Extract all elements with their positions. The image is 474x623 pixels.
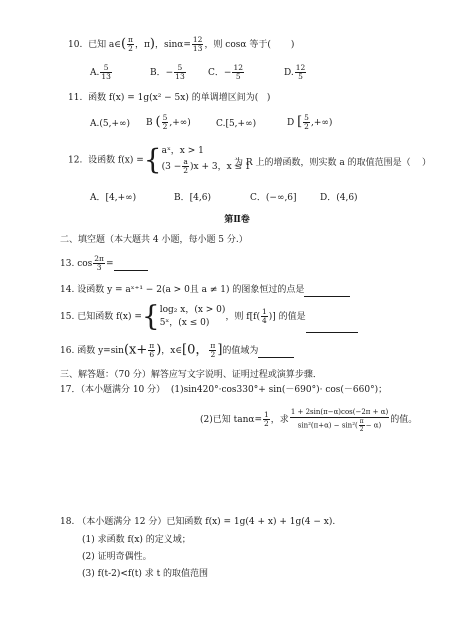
q10-option-d: D. $\frac{12}{5}$ — [284, 63, 306, 81]
q10-pi-half: $\frac{\pi}{2}$ — [128, 35, 133, 53]
section-2-heading: 二、填空题（本大题共 4 小题，每小题 5 分.） — [60, 235, 248, 245]
q12-option-c: C．(−∞,6] — [250, 193, 297, 203]
q10-bracket-open: ( — [120, 36, 127, 52]
q10-option-a: A. $\frac{5}{13}$ — [90, 63, 111, 81]
q11-paren-close: ) — [266, 93, 271, 103]
q10-stem-b: ，sinα= — [154, 40, 191, 50]
q16-answer-blank[interactable] — [258, 345, 294, 358]
question-16: 16. 函数 y=sin(x+ $\frac{\pi}{6}$ )，x∈[0， $\frac{\pi}{2}$ ]的值域为 — [60, 342, 294, 359]
q10-option-c: C．− $\frac{12}{5}$ — [208, 63, 243, 81]
q11-option-b: B ( $\frac{5}{2}$ ,+∞) — [146, 113, 191, 131]
q11-option-d: D [ $\frac{5}{2}$ ,+∞) — [287, 113, 333, 131]
section-3-heading: 三、解答题：（70 分）解答应写文字说明、证明过程或演算步骤． — [60, 370, 322, 380]
q18-item-1: (1) 求函数 f(x) 的定义域； — [82, 535, 191, 545]
q12-number: 12. — [68, 155, 83, 166]
q12-stem-a: 设函数 f(x) = — [88, 155, 144, 166]
q11-option-a: A.(5,+∞) — [90, 119, 131, 129]
question-13: 13. cos $\frac{2\pi}{3}$ = — [60, 255, 148, 272]
question-12 — [68, 145, 251, 176]
q18-item-2: (2) 证明奇偶性。 — [82, 552, 152, 562]
q11-number: 11. — [68, 93, 83, 103]
question-17-part-2: (2)已知 tanα= $\frac{1}{2}$ ，求 1 + 2sin(π−α)cos(−2π + α) sin²(π+α) − sin²( $\frac{\pi}{2}$ − α) 的值。 — [200, 407, 418, 433]
q10-paren-close: ) — [290, 40, 295, 50]
q12-stem-b: 为 R 上的增函数，则实数 a 的取值范围是（ ） — [234, 158, 432, 168]
q12-option-d: D．(4,6) — [320, 193, 358, 203]
q10-stem-a: 已知 a∈ — [88, 40, 121, 50]
question-10 — [68, 36, 294, 53]
question-18: 18. （本小题满分 12 分）已知函数 f(x) = 1g(4 + x) + 1g(4 − x). — [60, 517, 336, 527]
q12-option-b: B．[4,6) — [174, 193, 211, 203]
q12-brace: { — [143, 143, 162, 176]
q13-answer-blank[interactable] — [114, 258, 148, 271]
q10-sin-value: $\frac{12}{13}$ — [192, 35, 203, 53]
q12-cases: aˣ，x > 1 (3 − $\frac{a}{2}$ )x + 3，x ≤ 1 — [161, 146, 251, 175]
question-17-part-1: 17．（本小题满分 10 分） (1)sin420°·cos330°+ sin(－690°)· cos(－660°)； — [60, 385, 388, 395]
q15-answer-blank[interactable] — [306, 302, 358, 333]
q10-bracket-close: ) — [149, 36, 155, 52]
question-14: 14. 设函数 y = aˣ⁺¹ − 2(a > 0且 a ≠ 1) 的图象恒过的点是 — [60, 284, 350, 297]
q10-interval-mid: ，π — [134, 40, 150, 50]
q10-number: 10. — [68, 40, 83, 50]
q10-stem-c: ，则 cosα 等于( — [204, 40, 271, 50]
question-11 — [68, 92, 270, 104]
q11-stem: 函数 f(x) = 1g(x² − 5x) 的单调增区间为( — [88, 93, 259, 103]
q11-option-c: C.[5,+∞) — [216, 119, 257, 129]
q14-answer-blank[interactable] — [304, 284, 350, 297]
part-2-title: 第Ⅱ卷 — [224, 215, 250, 225]
q10-option-b: B．− $\frac{5}{13}$ — [150, 63, 185, 81]
question-15: 15. 已知函数 f(x) ={ log₂ x，(x > 0) 5ˣ，(x ≤ 0) ，则 f[f( $\frac{1}{4}$ )] 的值是 — [60, 302, 358, 333]
q18-item-3: (3) f(t-2)<f(t) 求 t 的取值范围 — [82, 569, 209, 579]
q12-option-a: A．[4,+∞) — [90, 193, 137, 203]
